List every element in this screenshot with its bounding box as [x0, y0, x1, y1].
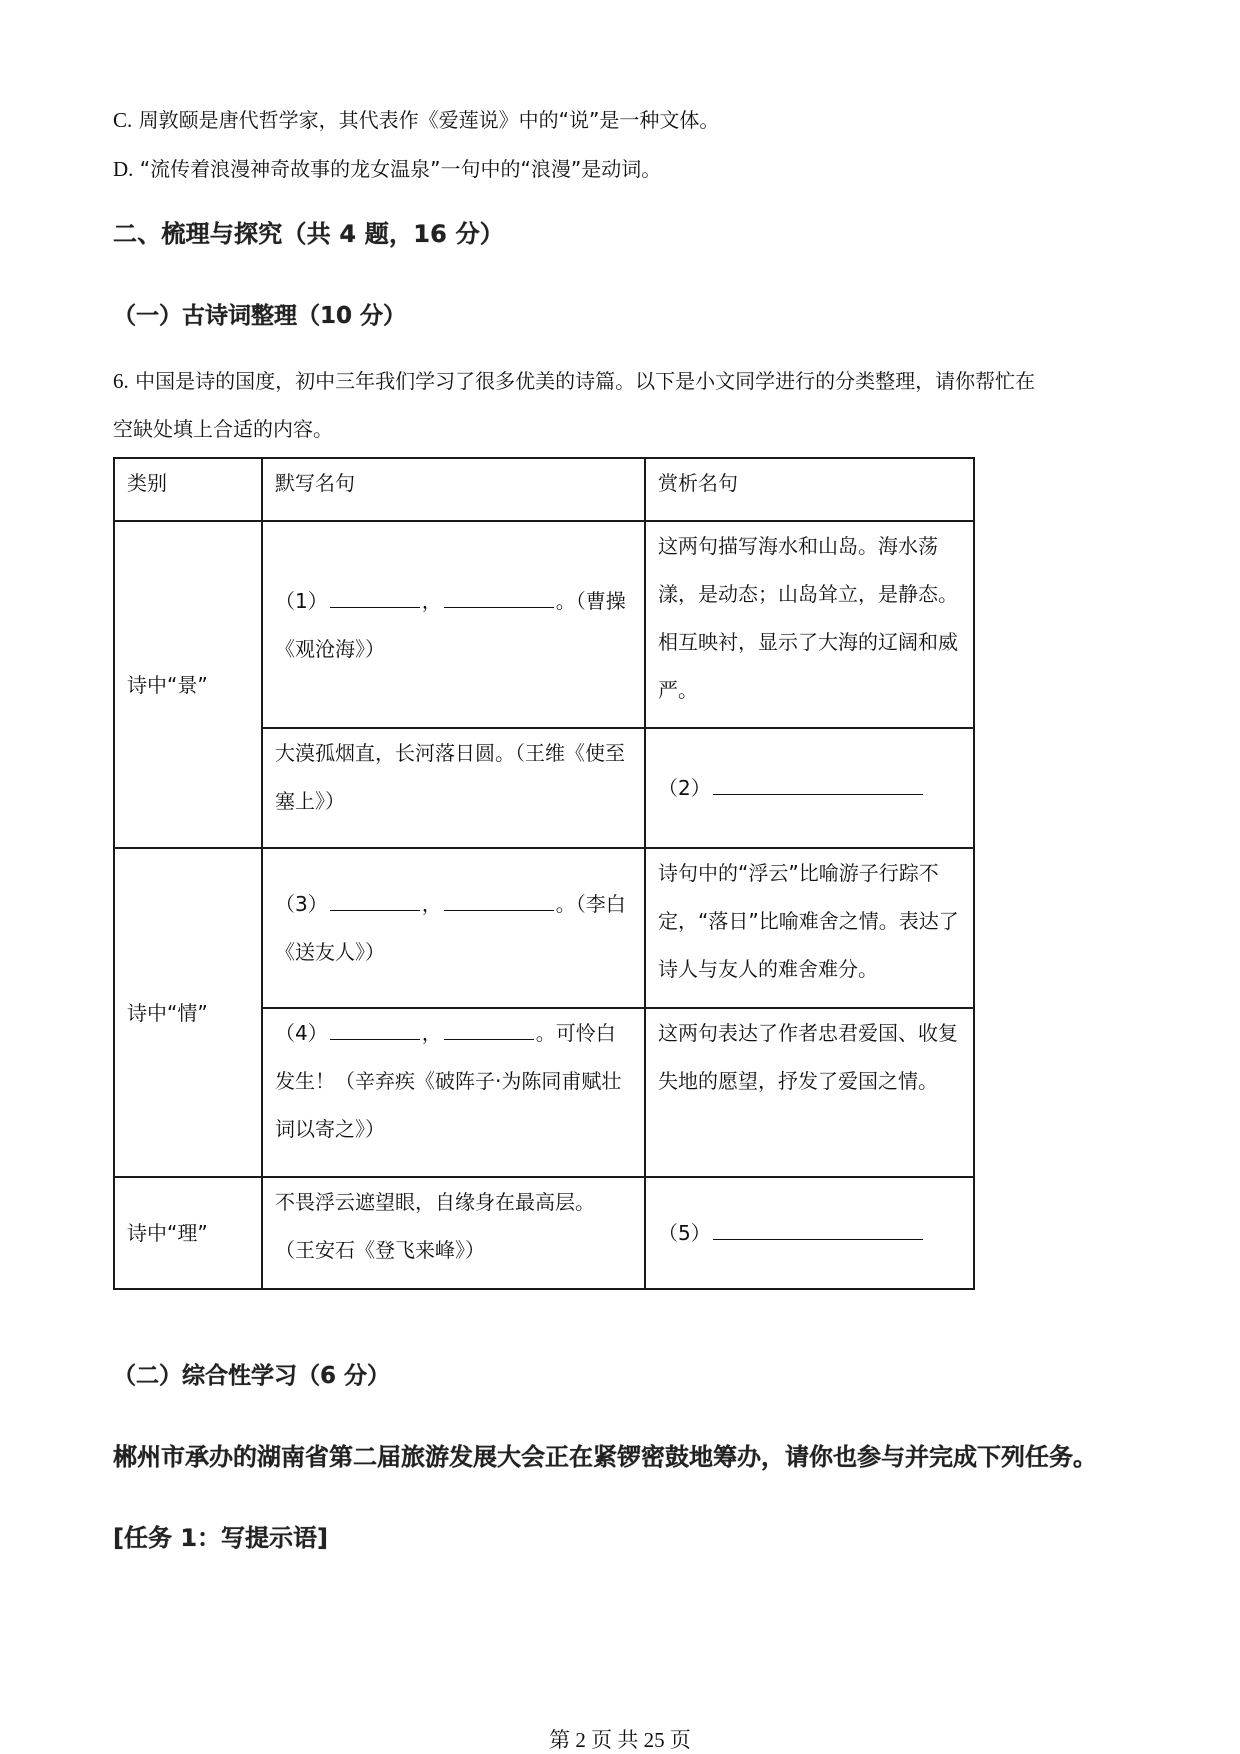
separator: ， — [421, 892, 442, 916]
option-c-text: 周敦颐是唐代哲学家，其代表作《爱莲说》中的“说”是一种文体。 — [138, 108, 720, 132]
task-1-heading: [任务 1：写提示语] — [113, 1524, 328, 1552]
question-6-line1 — [113, 365, 1035, 394]
option-d — [113, 153, 661, 182]
blank-1a[interactable] — [330, 577, 420, 608]
table-row — [114, 521, 974, 728]
separator: ， — [421, 1021, 442, 1045]
item-number: （5） — [658, 1221, 711, 1245]
analysis-cell-3: 诗句中的“浮云”比喻游子行踪不定，“落日”比喻难舍之情。表达了诗人与友人的难舍难分。 — [645, 848, 974, 1008]
question-6-line2: 空缺处填上合适的内容。 — [113, 417, 333, 441]
category-reason: 诗中“理” — [114, 1177, 262, 1289]
item-number: （2） — [658, 776, 711, 800]
source: 。（曹操《观沧海》） — [275, 588, 626, 661]
header-analysis: 赏析名句 — [645, 458, 974, 521]
blank-4b[interactable] — [444, 1009, 534, 1040]
source: （王安石《登飞来峰》） — [275, 1238, 485, 1262]
option-c — [113, 104, 719, 133]
analysis-cell-4: 这两句表达了作者忠君爱国、收复失地的愿望，抒发了爱国之情。 — [645, 1008, 974, 1177]
option-c-letter: C. — [113, 108, 133, 132]
header-category: 类别 — [114, 458, 262, 521]
recite-cell-3 — [262, 848, 645, 1008]
item-number: （3） — [275, 892, 328, 916]
category-emotion: 诗中“情” — [114, 848, 262, 1177]
blank-2[interactable] — [713, 764, 923, 795]
option-d-text: “流传着浪漫神奇故事的龙女温泉”一句中的“浪漫”是动词。 — [139, 157, 662, 181]
separator: ， — [421, 588, 442, 613]
question-text: 中国是诗的国度，初中三年我们学习了很多优美的诗篇。以下是小文同学进行的分类整理，请你帮忙在 — [135, 369, 1036, 393]
header-recite: 默写名句 — [262, 458, 645, 521]
table-row — [114, 848, 974, 1008]
blank-5[interactable] — [713, 1209, 923, 1240]
analysis-cell-2 — [645, 728, 974, 848]
source: 。可怜白发生！（辛弃疾《破阵子·为陈同甫赋壮词以寄之》） — [275, 1021, 622, 1141]
blank-3b[interactable] — [444, 880, 554, 911]
recite-cell-1 — [262, 521, 645, 728]
blank-3a[interactable] — [330, 880, 420, 911]
option-d-letter: D. — [113, 157, 134, 181]
section-heading: 二、梳理与探究（共 4 题，16 分） — [113, 220, 504, 248]
recite-cell-2: 大漠孤烟直，长河落日圆。（王维《使至塞上》） — [262, 728, 645, 848]
poetry-table — [113, 457, 975, 1290]
recite-cell-4 — [262, 1008, 645, 1177]
blank-1b[interactable] — [444, 577, 554, 608]
subsection-heading-comprehensive: （二）综合性学习（6 分） — [113, 1363, 391, 1389]
analysis-cell-1: 这两句描写海水和山岛。海水荡漾，是动态；山岛耸立，是静态。相互映衬，显示了大海的辽阔和威严。 — [645, 521, 974, 728]
blank-4a[interactable] — [330, 1009, 420, 1040]
analysis-cell-5 — [645, 1177, 974, 1289]
table-row — [114, 1177, 974, 1289]
subsection-heading-poetry: （一）古诗词整理（10 分） — [113, 303, 407, 329]
recite-cell-5 — [262, 1177, 645, 1289]
item-number: （1） — [275, 588, 328, 613]
task-intro: 郴州市承办的湖南省第二届旅游发展大会正在紧锣密鼓地筹办，请你也参与并完成下列任务。 — [113, 1443, 1097, 1471]
source: 。（李白《送友人》） — [275, 892, 626, 964]
item-number: （4） — [275, 1021, 328, 1045]
category-scenery: 诗中“景” — [114, 521, 262, 848]
recite-line: 不畏浮云遮望眼，自缘身在最高层。 — [275, 1190, 595, 1214]
table-header-row — [114, 458, 974, 521]
page-footer: 第 2 页 共 25 页 — [549, 1728, 691, 1752]
question-number: 6. — [113, 369, 129, 393]
